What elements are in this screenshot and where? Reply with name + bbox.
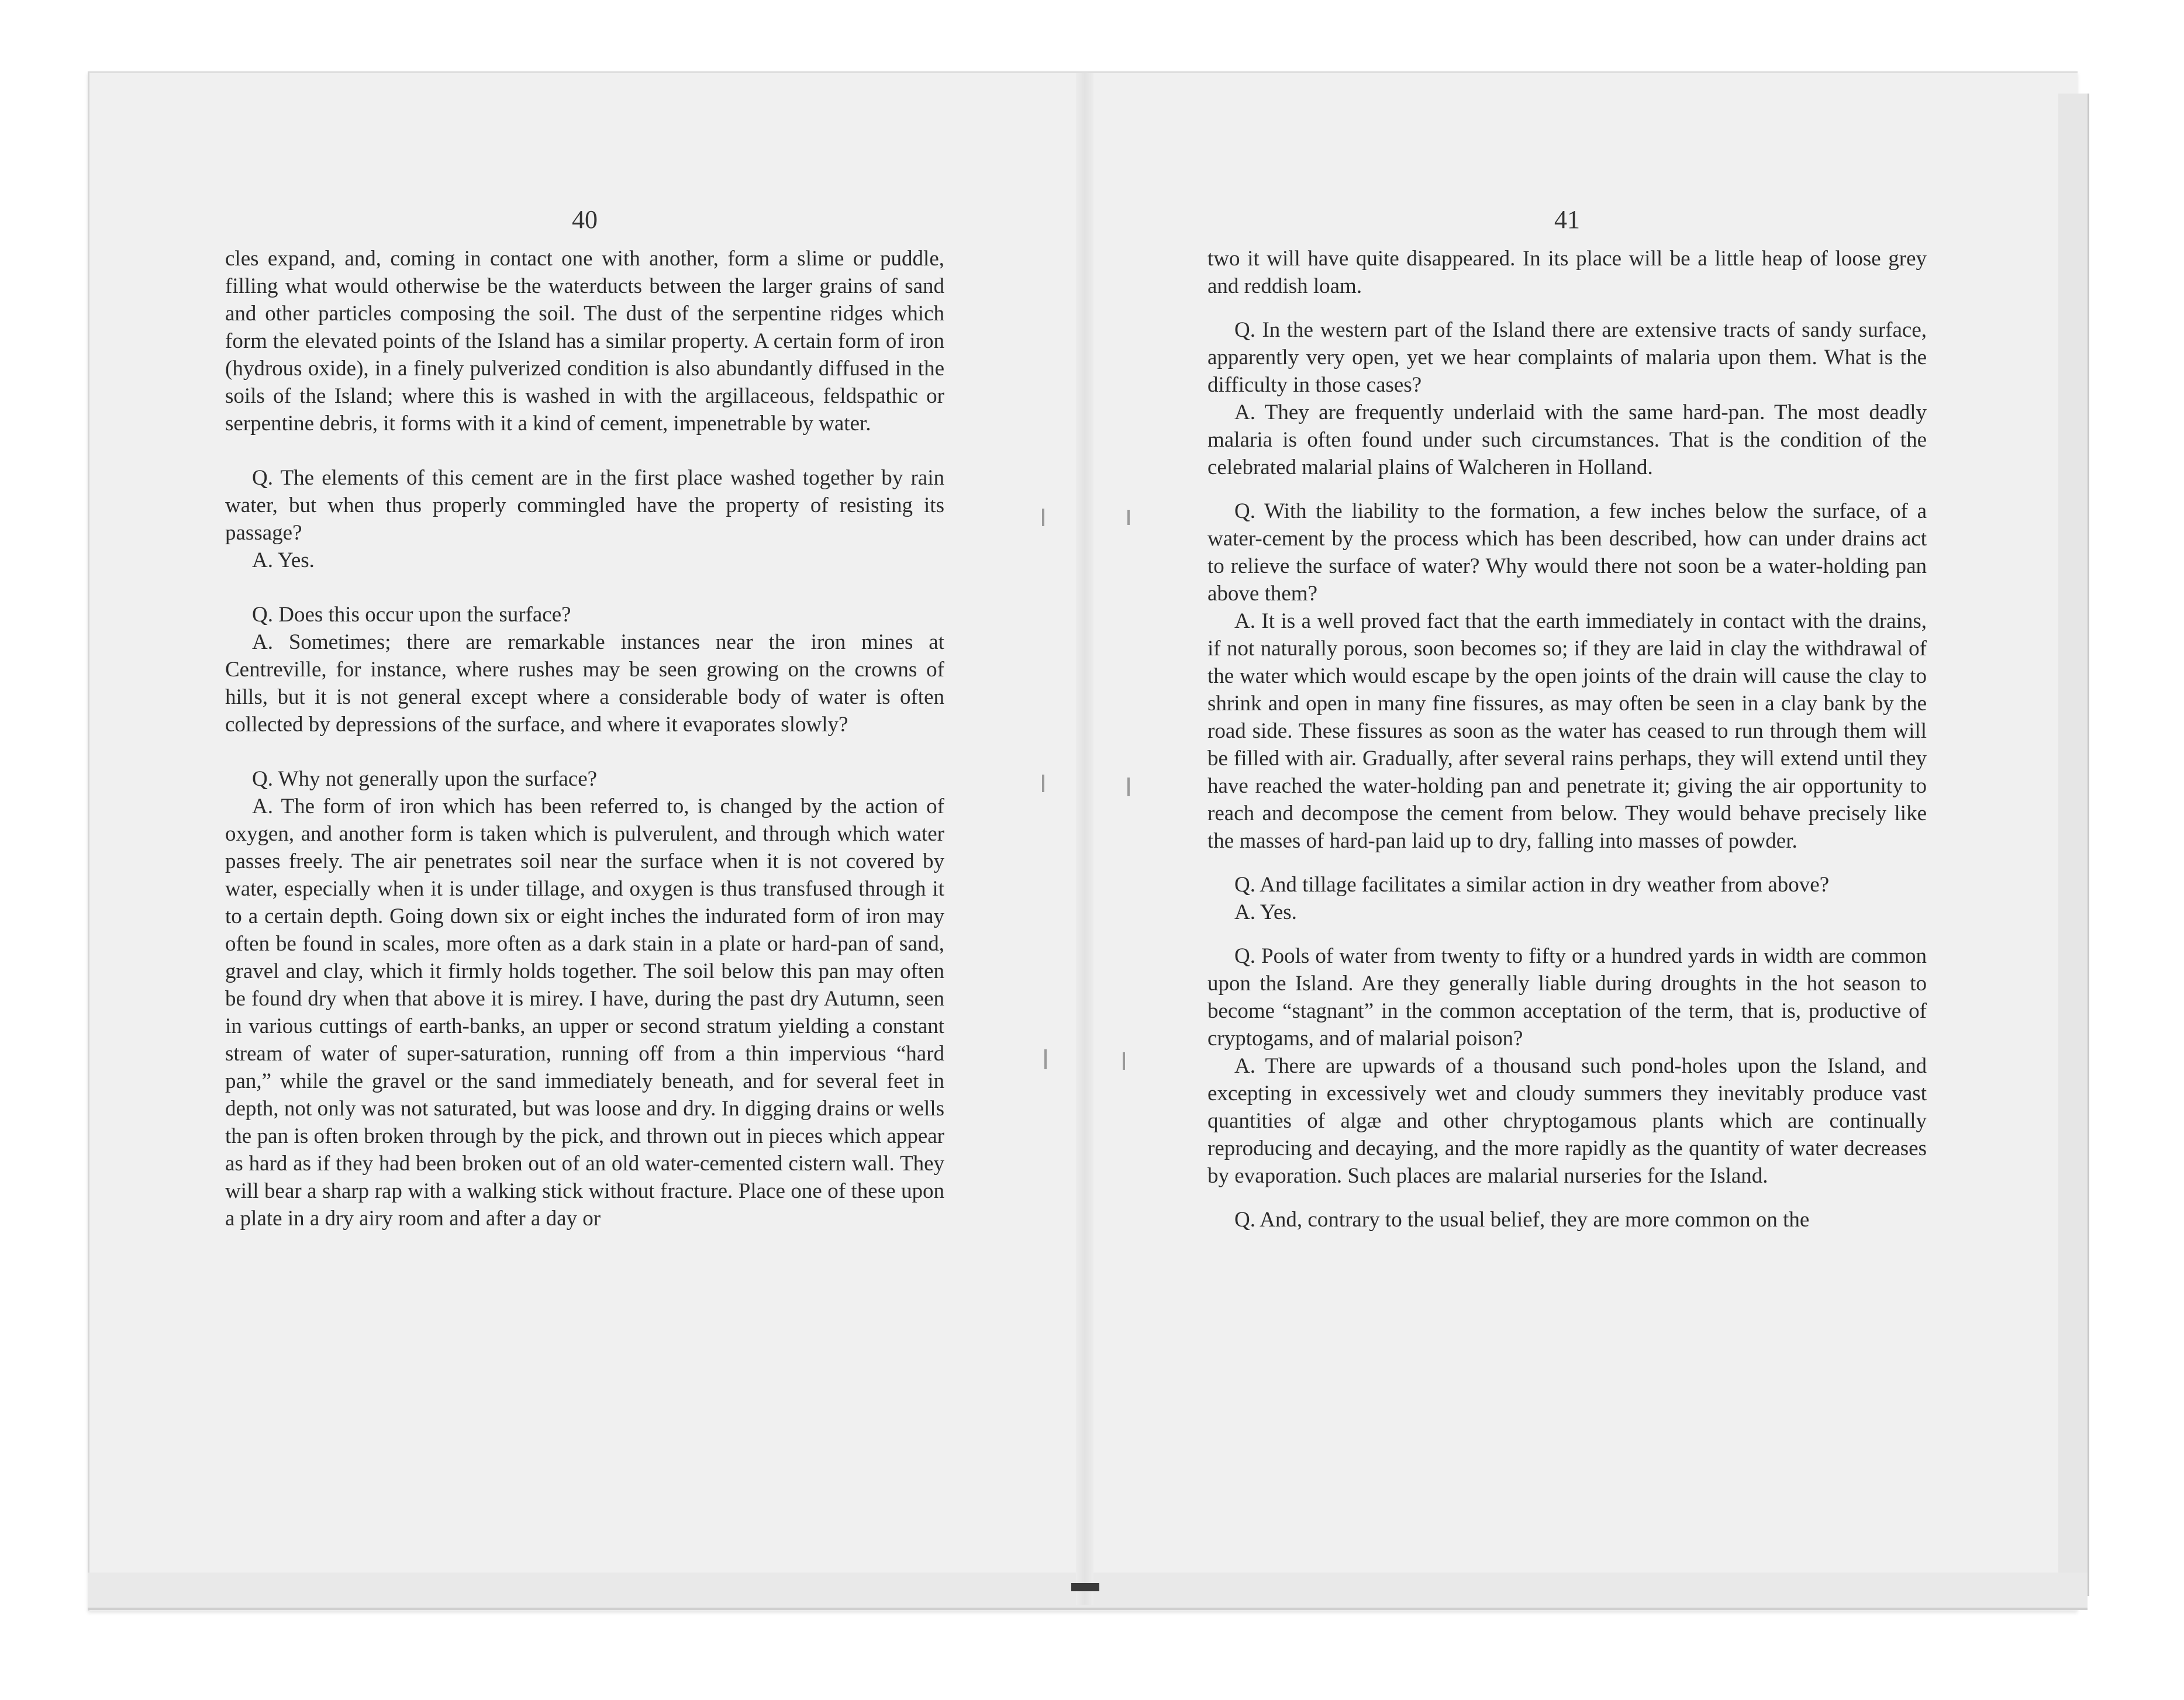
left-page bbox=[225, 205, 944, 1232]
answer: A. Sometimes; there are remarkable instances near the iron mines at Centreville, for instance, where rushes may be seen growing on the crowns of hills, but it is not general except where a considerable body of water is often collected by depressions of the surface, and where it evaporates slowly? bbox=[225, 630, 944, 737]
question: Q. And, contrary to the usual belief, they are more common on the bbox=[1234, 1208, 1810, 1232]
gutter-mark bbox=[1044, 1049, 1047, 1069]
question: Q. With the liability to the formation, a few inches below the surface, of a water-cement by the process which has been described, how can under drains act to relieve the surface of water? Why would there not soon be a water-holding pan above them? bbox=[1207, 499, 1927, 606]
right-page bbox=[1207, 205, 1927, 1233]
question: Q. The elements of this cement are in the first place washed together by rain water, but when thus properly commingled have the property of resisting its passage? bbox=[225, 466, 944, 545]
question: Q. Pools of water from twenty to fifty or a hundred yards in width are common upon the Island. Are they generally liable during droughts in the hot season to become “stagnant” in the common acceptation of the term, that is, productive of cryptogams, and of malarial poison? bbox=[1207, 944, 1927, 1051]
answer: A. There are upwards of a thousand such pond-holes upon the Island, and excepting in excessively wet and cloudy summers they inevitably produce vast quantities of algæ and other chryptogamous plants which are continually reproducing and decaying, and the more rapidly as the quantity of water decreases by evaporation. Such places are malarial nurseries for the Island. bbox=[1207, 1054, 1927, 1188]
answer: A. It is a well proved fact that the earth immediately in contact with the drains, if not naturally porous, soon becomes so; if they are laid in clay the withdrawal of the water which would escape by the open joints of the drain will cause the clay to shrink and open in many fine fissures, as may often be seen in a clay bank by the road side. These fissures as soon as the water has ceased to run through them will be filled with air. Gradually, after several rains perhaps, they will extend until they have reached the water-holding pan and penetrate it; giving the air opportunity to reach and decompose the cement from below. They would behave precisely like the masses of hard-pan laid up to dry, falling into masses of powder. bbox=[1207, 609, 1927, 853]
answer: A. They are frequently underlaid with the same hard-pan. The most deadly malaria is often found under such circumstances. That is the condition of the celebrated malarial plains of Walcheren in Holland. bbox=[1207, 400, 1927, 479]
question: Q. Why not generally upon the surface? bbox=[252, 767, 598, 791]
gutter-mark bbox=[1042, 775, 1044, 792]
page-stack-edge bbox=[2058, 94, 2089, 1596]
question: Q. In the western part of the Island there are extensive tracts of sandy surface, apparently very open, yet we hear complaints of malaria upon them. What is the difficulty in those cases? bbox=[1207, 318, 1927, 397]
gutter-mark bbox=[1123, 1052, 1125, 1070]
answer: A. Yes. bbox=[252, 548, 315, 572]
page-number: 41 bbox=[1554, 205, 1580, 234]
answer: A. The form of iron which has been referred to, is changed by the action of oxygen, and another form is taken which is pulverulent, and through which water passes freely. The air penetrates soil near the surface when it is not covered by water, especially when it is under tillage, and oxygen is thus transfused through it to a certain depth. Going down six or eight inches the indurated form of iron may often be found in scales, more often as a dark stain in a plate or hard-pan of sand, gravel and clay, which it firmly holds together. The soil below this pan may often be found dry when that above it is mirey. I have, during the past dry Autumn, seen in various cuttings of earth-banks, an upper or second stratum yielding a constant stream of water of super-saturation, running off from a thin impervious “hard pan,” while the gravel or the sand immediately beneath, and for several feet in depth, not only was not saturated, but was loose and dry. In digging drains or wells the pan is often broken through by the pick, and thrown out in pieces which appear as hard as if they had been broken out of an old water-cemented cistern wall. They will bear a sharp rap with a walking stick without fracture. Place one of these upon a plate in a dry airy room and after a day or bbox=[225, 794, 944, 1231]
paragraph: two it will have quite disappeared. In its place will be a little heap of loose grey and reddish loam. bbox=[1207, 247, 1927, 298]
answer: A. Yes. bbox=[1234, 900, 1297, 924]
gutter-mark bbox=[1127, 510, 1130, 525]
binding-mark bbox=[1071, 1583, 1099, 1591]
book-gutter bbox=[1076, 73, 1093, 1605]
question: Q. Does this occur upon the surface? bbox=[252, 603, 571, 627]
gutter-mark bbox=[1042, 509, 1044, 526]
question: Q. And tillage facilitates a similar action in dry weather from above? bbox=[1234, 873, 1830, 897]
paragraph: cles expand, and, coming in contact one with another, form a slime or puddle, filling what would otherwise be the waterducts between the larger grains of sand and other particles composing the soil. The dust of the serpentine ridges which form the elevated points of the Island has a similar property. A certain form of iron (hydrous oxide), in a finely pulverized condition is also abundantly diffused in the soils of the Island; where this is washed in with the argillaceous, feldspathic or serpentine debris, it forms with it a kind of cement, impenetrable by water. bbox=[225, 247, 944, 436]
gutter-mark bbox=[1127, 778, 1130, 796]
page-number: 40 bbox=[572, 205, 598, 234]
